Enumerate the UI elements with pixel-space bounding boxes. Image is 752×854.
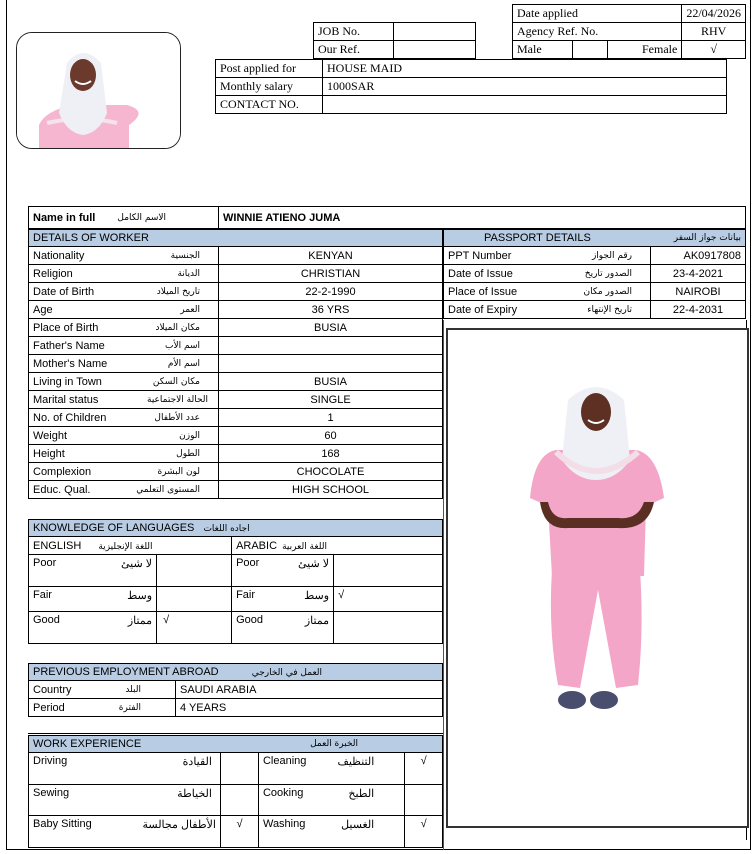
skill-label: Cooking (258, 785, 333, 816)
row-label: Date of Issue (448, 267, 513, 280)
contact-value[interactable] (323, 96, 727, 114)
skill-label: Cleaning (258, 753, 333, 785)
place-of-birth-value: BUSIA (219, 319, 443, 337)
row-label: Educ. Qual. (33, 483, 91, 496)
passport-header: PASSPORT DETAILS (484, 232, 591, 244)
row-label-ar: الصدور تاريخ (584, 268, 632, 279)
row-label-ar: اسم الأم (167, 358, 200, 369)
our-ref-label: Our Ref. (314, 41, 394, 59)
employment-row (29, 699, 443, 717)
row-label-ar: الحالة الاجتماعية (147, 394, 208, 405)
skill-label: Baby Sitting (29, 816, 139, 848)
passport-row (444, 283, 746, 301)
row-label-ar: الجنسية (170, 250, 200, 261)
details-header: DETAILS OF WORKER (29, 230, 443, 247)
level-label: Fair (29, 587, 94, 612)
language-level-row (29, 555, 443, 587)
details-row (29, 445, 443, 463)
job-no-label: JOB No. (314, 23, 394, 41)
age-value: 36 YRS (219, 301, 443, 319)
languages-header-ar: اجاده اللغات (203, 524, 250, 534)
row-label: Date of Birth (33, 285, 95, 298)
contact-label: CONTACT NO. (216, 96, 323, 114)
row-label: PPT Number (448, 249, 512, 262)
skill-label: Washing (258, 816, 333, 848)
level-label-ar: وسط (292, 587, 334, 612)
cleaning-check[interactable]: √ (405, 753, 443, 785)
row-label-ar: اسم الأب (165, 340, 200, 351)
agency-ref-value: RHV (682, 23, 746, 41)
job-no-field[interactable] (394, 23, 476, 41)
full-body-image-icon (448, 330, 747, 826)
details-row (29, 337, 443, 355)
details-row (29, 481, 443, 499)
english-label: ENGLISH (33, 539, 82, 552)
name-label-ar: الاسم الكامل (117, 212, 166, 223)
languages-header: KNOWLEDGE OF LANGUAGES (33, 522, 195, 534)
job-ref-table (313, 22, 476, 59)
level-label-ar: ممتاز (93, 612, 157, 644)
row-label-ar: لون البشرة (157, 466, 200, 477)
row-label-ar: الصدور مكان (583, 286, 632, 297)
details-row (29, 301, 443, 319)
employment-row (29, 681, 443, 699)
arabic-good-check[interactable] (334, 612, 443, 644)
employment-table (28, 663, 443, 717)
complexion-value: CHOCOLATE (219, 463, 443, 481)
arabic-label-ar: اللغة العربية (282, 541, 327, 552)
level-label-ar: وسط (93, 587, 157, 612)
row-label-ar: البلد (125, 684, 141, 695)
agency-ref-label: Agency Ref. No. (513, 23, 682, 41)
skill-label-ar: الغسيل (333, 816, 404, 848)
skill-label: Driving (29, 753, 139, 785)
sewing-check[interactable] (220, 785, 258, 816)
baby-sitting-check[interactable]: √ (220, 816, 258, 848)
row-label: Mother's Name (33, 357, 108, 370)
english-poor-check[interactable] (157, 555, 232, 587)
details-row (29, 283, 443, 301)
application-info-table (512, 4, 746, 59)
experience-header-ar: الخبرة العمل (310, 739, 358, 749)
ppt-number-value: AK0917808 (651, 247, 746, 265)
column-divider (443, 320, 444, 850)
passport-row (444, 301, 746, 319)
row-label-ar: الوزن (179, 430, 200, 441)
row-label-ar: العمر (180, 304, 200, 315)
period-value: 4 YEARS (176, 699, 443, 717)
details-row (29, 391, 443, 409)
passport-row (444, 265, 746, 283)
height-value: 168 (219, 445, 443, 463)
driving-check[interactable] (220, 753, 258, 785)
experience-row (29, 785, 443, 816)
nationality-value: KENYAN (219, 247, 443, 265)
row-label-ar: مكان الميلاد (155, 322, 200, 333)
date-applied-value: 22/04/2026 (682, 5, 746, 23)
row-label-ar: تاريخ الميلاد (156, 286, 200, 297)
details-row (29, 319, 443, 337)
date-applied-label: Date applied (513, 5, 682, 23)
issue-date-value: 23-4-2021 (651, 265, 746, 283)
row-label: Place of Issue (448, 285, 518, 298)
portrait-image-icon (17, 33, 181, 149)
employment-header: PREVIOUS EMPLOYMENT ABROAD (33, 666, 219, 678)
weight-value: 60 (219, 427, 443, 445)
row-label-ar: عدد الأطفال (154, 412, 200, 423)
details-row (29, 247, 443, 265)
row-label: No. of Children (33, 411, 107, 424)
row-label: Period (33, 701, 65, 714)
row-label: Religion (33, 267, 73, 280)
row-label: Place of Birth (33, 321, 99, 334)
skill-label: Sewing (29, 785, 139, 816)
level-label-ar: لا شيئ (292, 555, 334, 587)
language-level-row (29, 612, 443, 644)
details-row (29, 463, 443, 481)
passport-row (444, 247, 746, 265)
experience-row (29, 753, 443, 785)
washing-check[interactable]: √ (405, 816, 443, 848)
skill-label-ar: التنظيف (333, 753, 404, 785)
row-label-ar: رقم الجواز (591, 250, 632, 261)
portrait-photo (16, 32, 181, 149)
arabic-poor-check[interactable] (334, 555, 443, 587)
arabic-fair-check[interactable]: √ (334, 587, 443, 612)
name-label: Name in full (33, 211, 96, 224)
skill-label-ar: الأطفال مجالسة (139, 816, 221, 848)
details-row (29, 355, 443, 373)
row-label: Marital status (33, 393, 99, 406)
level-label: Poor (29, 555, 94, 587)
details-row (29, 427, 443, 445)
our-ref-field[interactable] (394, 41, 476, 59)
name-table (28, 206, 746, 229)
divider (28, 733, 443, 734)
passport-table (443, 229, 746, 319)
skill-label-ar: الخياطة (139, 785, 221, 816)
row-label: Weight (33, 429, 68, 442)
english-fair-check[interactable] (157, 587, 232, 612)
details-row (29, 373, 443, 391)
row-label-ar: الطول (176, 448, 200, 459)
dob-value: 22-2-1990 (219, 283, 443, 301)
row-label-ar: الديانة (177, 268, 200, 279)
male-checkbox[interactable] (573, 41, 608, 59)
row-label: Age (33, 303, 53, 316)
row-label: Living in Town (33, 375, 102, 388)
monthly-salary-value: 1000SAR (323, 78, 727, 96)
details-row (29, 265, 443, 283)
languages-table (28, 519, 443, 644)
post-applied-value: HOUSE MAID (323, 60, 727, 78)
father-name-value (219, 337, 443, 355)
religion-value: CHRISTIAN (219, 265, 443, 283)
marital-status-value: SINGLE (219, 391, 443, 409)
country-value: SAUDI ARABIA (176, 681, 443, 699)
english-good-check[interactable]: √ (157, 612, 232, 644)
row-label: Height (33, 447, 65, 460)
english-label-ar: اللغة الإنجليزية (98, 541, 153, 552)
children-value: 1 (219, 409, 443, 427)
row-label: Date of Expiry (448, 303, 518, 316)
level-label: Poor (232, 555, 292, 587)
language-level-row (29, 587, 443, 612)
experience-table (28, 735, 443, 848)
issue-place-value: NAIROBI (651, 283, 746, 301)
employment-header-ar: العمل في الخارجي (251, 668, 323, 678)
male-label: Male (513, 41, 573, 59)
row-label: Complexion (33, 465, 92, 478)
row-label: Nationality (33, 249, 85, 262)
row-label-ar: مكان السكن (152, 376, 200, 387)
row-label: Country (33, 683, 72, 696)
expiry-date-value: 22-4-2031 (651, 301, 746, 319)
monthly-salary-label: Monthly salary (216, 78, 323, 96)
experience-row (29, 816, 443, 848)
full-body-photo (446, 328, 749, 828)
level-label: Fair (232, 587, 292, 612)
arabic-label: ARABIC (236, 539, 278, 552)
details-table (28, 229, 443, 499)
row-label-ar: المستوى التعلمي (136, 484, 200, 495)
full-name-value: WINNIE ATIENO JUMA (219, 207, 746, 229)
details-row (29, 409, 443, 427)
passport-header-ar: بيانات جواز السفر (673, 233, 741, 243)
row-label-ar: تاريخ الإنتهاء (587, 304, 632, 315)
row-label: Father's Name (33, 339, 105, 352)
female-checkbox[interactable]: √ (682, 41, 746, 59)
mother-name-value (219, 355, 443, 373)
skill-label-ar: القيادة (139, 753, 221, 785)
living-town-value: BUSIA (219, 373, 443, 391)
education-value: HIGH SCHOOL (219, 481, 443, 499)
experience-header: WORK EXPERIENCE (33, 738, 142, 750)
female-label: Female (608, 41, 682, 59)
level-label-ar: ممتاز (292, 612, 334, 644)
cooking-check[interactable] (405, 785, 443, 816)
post-applied-label: Post applied for (216, 60, 323, 78)
level-label: Good (29, 612, 94, 644)
post-info-table (215, 59, 727, 114)
row-label-ar: الفترة (118, 702, 141, 713)
level-label: Good (232, 612, 292, 644)
level-label-ar: لا شيئ (93, 555, 157, 587)
skill-label-ar: الطبخ (333, 785, 404, 816)
